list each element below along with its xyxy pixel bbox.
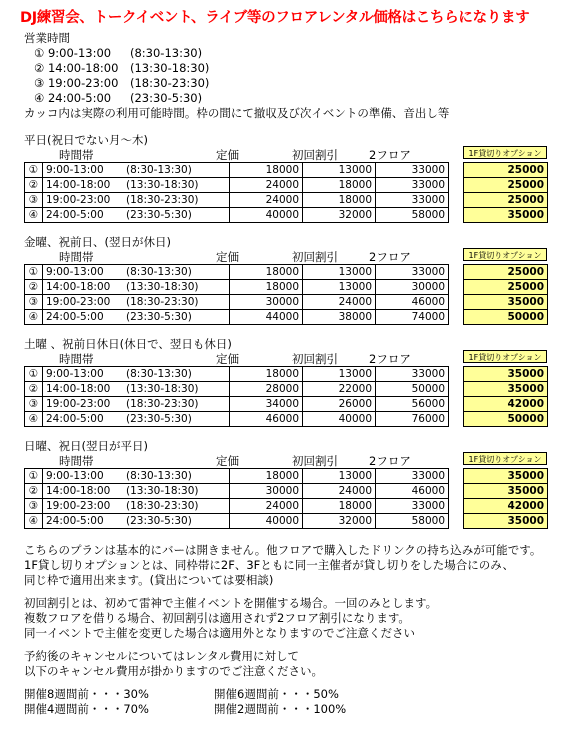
time-slot (43, 469, 230, 484)
discount-cell: 26000 (303, 397, 376, 412)
time-slot (43, 163, 230, 178)
hours-row (24, 61, 585, 76)
table-row (25, 280, 548, 295)
notes (24, 543, 585, 679)
table-row (25, 193, 548, 208)
spacer (449, 397, 464, 412)
option-cell: 25000 (464, 163, 548, 178)
discount-cell: 32000 (303, 208, 376, 223)
discount-cell: 24000 (303, 295, 376, 310)
floor2-cell: 58000 (376, 514, 449, 529)
hours-note: カッコ内は実際の利用可能時間。枠の間にて撤収及び次イベントの準備、音出し等 (24, 106, 450, 120)
table-row (25, 295, 548, 310)
header-option: 1F貸切りオプション (463, 248, 547, 261)
time-range: 24:00-5:00 (46, 209, 104, 221)
actual-time: (13:30-18:30) (126, 281, 199, 293)
hours-row (24, 91, 585, 106)
price-cell: 46000 (230, 412, 303, 427)
floor2-cell: 33000 (376, 265, 449, 280)
note-line: 同じ枠で適用出来ます。(貸出については要相談) (24, 573, 274, 587)
rate-section (24, 235, 585, 325)
time-range: 14:00-18:00 (46, 485, 111, 497)
price-cell: 44000 (230, 310, 303, 325)
hours-row (24, 76, 585, 91)
price-cell: 40000 (230, 208, 303, 223)
discount-cell: 18000 (303, 499, 376, 514)
header-floor2: 2フロア (369, 148, 411, 162)
header-time: 時間帯 (59, 352, 94, 366)
table-row (25, 310, 548, 325)
time-range: 9:00-13:00 (46, 470, 104, 482)
section-title: 土曜 、祝前日休日(休日で、翌日も休日) (24, 337, 232, 351)
floor2-cell: 76000 (376, 412, 449, 427)
page-title: DJ練習会、トークイベント、ライブ等のフロアレンタル価格はこちらになります (20, 10, 530, 26)
spacer (449, 193, 464, 208)
note-line: 同一イベントで主催を変更した場合は適用外となりますのでご注意ください (24, 626, 415, 640)
cancel-fee: 開催8週間前・・・30% (24, 687, 149, 701)
hours-actual: (18:30-23:30) (130, 76, 210, 90)
row-number: ④ (25, 310, 43, 325)
floor2-cell: 33000 (376, 178, 449, 193)
note-line: 初回割引とは、初めて雷神で主催イベントを開催する場合。一回のみとします。 (24, 596, 438, 610)
header-option: 1F貸切りオプション (463, 146, 547, 159)
row-number: ④ (25, 208, 43, 223)
cancel-row (24, 702, 585, 717)
row-number: ④ (25, 412, 43, 427)
cancel-fee: 開催6週間前・・・50% (214, 687, 339, 701)
spacer (449, 280, 464, 295)
row-number: ② (25, 178, 43, 193)
spacer (449, 310, 464, 325)
time-range: 19:00-23:00 (46, 500, 111, 512)
actual-time: (13:30-18:30) (126, 179, 199, 191)
rate-section (24, 337, 585, 427)
time-range: 19:00-23:00 (46, 398, 111, 410)
hours-slot: ④ 24:00-5:00 (34, 91, 112, 105)
discount-cell: 18000 (303, 178, 376, 193)
rate-table (24, 264, 548, 325)
time-slot (43, 178, 230, 193)
discount-cell: 18000 (303, 193, 376, 208)
table-header (24, 250, 585, 264)
actual-time: (8:30-13:30) (126, 470, 192, 482)
actual-time: (23:30-5:30) (126, 209, 192, 221)
time-slot (43, 412, 230, 427)
section-title: 平日(祝日でない月～木) (24, 133, 148, 147)
option-cell: 35000 (464, 208, 548, 223)
discount-cell: 13000 (303, 469, 376, 484)
table-row (25, 397, 548, 412)
header-discount: 初回割引 (292, 148, 338, 162)
time-range: 9:00-13:00 (46, 266, 104, 278)
header-price: 定価 (216, 250, 239, 264)
option-cell: 35000 (464, 514, 548, 529)
price-cell: 24000 (230, 193, 303, 208)
price-cell: 24000 (230, 499, 303, 514)
header-time: 時間帯 (59, 454, 94, 468)
option-cell: 35000 (464, 484, 548, 499)
option-cell: 50000 (464, 412, 548, 427)
row-number: ① (25, 265, 43, 280)
cancellation-fees (24, 687, 585, 717)
spacer (449, 412, 464, 427)
rate-sections (24, 133, 585, 529)
floor2-cell: 33000 (376, 163, 449, 178)
table-row (25, 499, 548, 514)
table-header (24, 454, 585, 468)
floor2-cell: 50000 (376, 382, 449, 397)
hours-slot: ② 14:00-18:00 (34, 61, 119, 75)
spacer (449, 178, 464, 193)
time-slot (43, 280, 230, 295)
time-slot (43, 514, 230, 529)
floor2-cell: 58000 (376, 208, 449, 223)
option-cell: 42000 (464, 397, 548, 412)
table-row (25, 208, 548, 223)
rate-table (24, 366, 548, 427)
discount-cell: 38000 (303, 310, 376, 325)
note-line: 複数フロアを借りる場合、初回割引は適用されず2フロア割引になります。 (24, 611, 410, 625)
actual-time: (8:30-13:30) (126, 266, 192, 278)
row-number: ② (25, 280, 43, 295)
header-time: 時間帯 (59, 250, 94, 264)
actual-time: (8:30-13:30) (126, 164, 192, 176)
time-slot (43, 397, 230, 412)
actual-time: (18:30-23:30) (126, 500, 199, 512)
header-time: 時間帯 (59, 148, 94, 162)
row-number: ① (25, 163, 43, 178)
hours-actual: (13:30-18:30) (130, 61, 210, 75)
time-range: 24:00-5:00 (46, 311, 104, 323)
time-range: 24:00-5:00 (46, 413, 104, 425)
table-row (25, 367, 548, 382)
table-row (25, 265, 548, 280)
spacer (449, 295, 464, 310)
section-title: 金曜、祝前日、(翌日が休日) (24, 235, 171, 249)
discount-cell: 13000 (303, 163, 376, 178)
floor2-cell: 33000 (376, 193, 449, 208)
time-range: 19:00-23:00 (46, 194, 111, 206)
time-range: 24:00-5:00 (46, 515, 104, 527)
row-number: ① (25, 469, 43, 484)
row-number: ③ (25, 193, 43, 208)
time-slot (43, 193, 230, 208)
header-discount: 初回割引 (292, 454, 338, 468)
header-floor2: 2フロア (369, 250, 411, 264)
floor2-cell: 33000 (376, 469, 449, 484)
time-range: 19:00-23:00 (46, 296, 111, 308)
price-cell: 24000 (230, 178, 303, 193)
note-line: 1F貸し切りオプションとは、同枠帯に2F、3Fともに同一主催者が貸し切りをした場合にのみ、 (24, 558, 514, 572)
discount-cell: 13000 (303, 280, 376, 295)
actual-time: (13:30-18:30) (126, 485, 199, 497)
hours-row (24, 46, 585, 61)
discount-cell: 13000 (303, 367, 376, 382)
time-range: 14:00-18:00 (46, 383, 111, 395)
actual-time: (23:30-5:30) (126, 515, 192, 527)
option-cell: 50000 (464, 310, 548, 325)
note-line: 以下のキャンセル費用が掛かりますのでご注意ください。 (24, 664, 323, 678)
spacer (449, 265, 464, 280)
floor2-cell: 56000 (376, 397, 449, 412)
actual-time: (18:30-23:30) (126, 194, 199, 206)
spacer (24, 641, 585, 649)
time-range: 14:00-18:00 (46, 179, 111, 191)
spacer (449, 499, 464, 514)
table-row (25, 412, 548, 427)
hours-label: 営業時間 (24, 31, 70, 45)
spacer (449, 367, 464, 382)
actual-time: (18:30-23:30) (126, 296, 199, 308)
floor2-cell: 46000 (376, 484, 449, 499)
table-header (24, 352, 585, 366)
option-cell: 25000 (464, 280, 548, 295)
row-number: ③ (25, 295, 43, 310)
table-row (25, 514, 548, 529)
floor2-cell: 33000 (376, 367, 449, 382)
header-discount: 初回割引 (292, 352, 338, 366)
price-cell: 30000 (230, 484, 303, 499)
time-range: 14:00-18:00 (46, 281, 111, 293)
spacer (449, 382, 464, 397)
spacer (449, 514, 464, 529)
row-number: ③ (25, 499, 43, 514)
option-cell: 35000 (464, 295, 548, 310)
hours-actual: (23:30-5:30) (130, 91, 203, 105)
time-slot (43, 499, 230, 514)
discount-cell: 24000 (303, 484, 376, 499)
price-cell: 18000 (230, 367, 303, 382)
actual-time: (23:30-5:30) (126, 413, 192, 425)
time-range: 9:00-13:00 (46, 164, 104, 176)
rate-table (24, 468, 548, 529)
spacer (449, 208, 464, 223)
table-row (25, 469, 548, 484)
table-header (24, 148, 585, 162)
floor2-cell: 74000 (376, 310, 449, 325)
spacer (24, 588, 585, 596)
price-cell: 18000 (230, 280, 303, 295)
option-cell: 25000 (464, 193, 548, 208)
discount-cell: 40000 (303, 412, 376, 427)
spacer (449, 469, 464, 484)
section-title: 日曜、祝日(翌日が平日) (24, 439, 148, 453)
table-row (25, 178, 548, 193)
header-option: 1F貸切りオプション (463, 350, 547, 363)
row-number: ④ (25, 514, 43, 529)
option-cell: 25000 (464, 178, 548, 193)
row-number: ② (25, 484, 43, 499)
header-price: 定価 (216, 148, 239, 162)
discount-cell: 13000 (303, 265, 376, 280)
note-line: 予約後のキャンセルについてはレンタル費用に対して (24, 649, 300, 663)
rate-section (24, 133, 585, 223)
row-number: ③ (25, 397, 43, 412)
price-cell: 40000 (230, 514, 303, 529)
option-cell: 35000 (464, 469, 548, 484)
floor2-cell: 30000 (376, 280, 449, 295)
discount-cell: 32000 (303, 514, 376, 529)
hours-slot: ① 9:00-13:00 (34, 46, 112, 60)
price-cell: 18000 (230, 265, 303, 280)
price-cell: 34000 (230, 397, 303, 412)
price-cell: 18000 (230, 163, 303, 178)
spacer (449, 163, 464, 178)
option-cell: 35000 (464, 382, 548, 397)
actual-time: (23:30-5:30) (126, 311, 192, 323)
time-slot (43, 295, 230, 310)
table-row (25, 382, 548, 397)
header-price: 定価 (216, 454, 239, 468)
actual-time: (8:30-13:30) (126, 368, 192, 380)
header-option: 1F貸切りオプション (463, 452, 547, 465)
floor2-cell: 46000 (376, 295, 449, 310)
option-cell: 35000 (464, 367, 548, 382)
rate-table (24, 162, 548, 223)
time-slot (43, 265, 230, 280)
table-row (25, 163, 548, 178)
header-floor2: 2フロア (369, 454, 411, 468)
header-discount: 初回割引 (292, 250, 338, 264)
time-slot (43, 208, 230, 223)
header-price: 定価 (216, 352, 239, 366)
price-cell: 30000 (230, 295, 303, 310)
hours-slot: ③ 19:00-23:00 (34, 76, 119, 90)
cancel-fee: 開催2週間前・・・100% (214, 702, 347, 716)
header-floor2: 2フロア (369, 352, 411, 366)
row-number: ① (25, 367, 43, 382)
option-cell: 42000 (464, 499, 548, 514)
hours-list (24, 46, 585, 106)
actual-time: (13:30-18:30) (126, 383, 199, 395)
price-cell: 28000 (230, 382, 303, 397)
time-slot (43, 310, 230, 325)
time-slot (43, 367, 230, 382)
floor2-cell: 33000 (376, 499, 449, 514)
note-line: こちらのプランは基本的にバーは開きません。他フロアで購入したドリンクの持ち込みが可能です。 (24, 543, 542, 557)
actual-time: (18:30-23:30) (126, 398, 199, 410)
price-cell: 18000 (230, 469, 303, 484)
time-range: 9:00-13:00 (46, 368, 104, 380)
time-slot (43, 382, 230, 397)
cancel-row (24, 687, 585, 702)
spacer (449, 484, 464, 499)
table-row (25, 484, 548, 499)
cancel-fee: 開催4週間前・・・70% (24, 702, 149, 716)
hours-actual: (8:30-13:30) (130, 46, 203, 60)
time-slot (43, 484, 230, 499)
option-cell: 25000 (464, 265, 548, 280)
row-number: ② (25, 382, 43, 397)
rate-section (24, 439, 585, 529)
discount-cell: 22000 (303, 382, 376, 397)
